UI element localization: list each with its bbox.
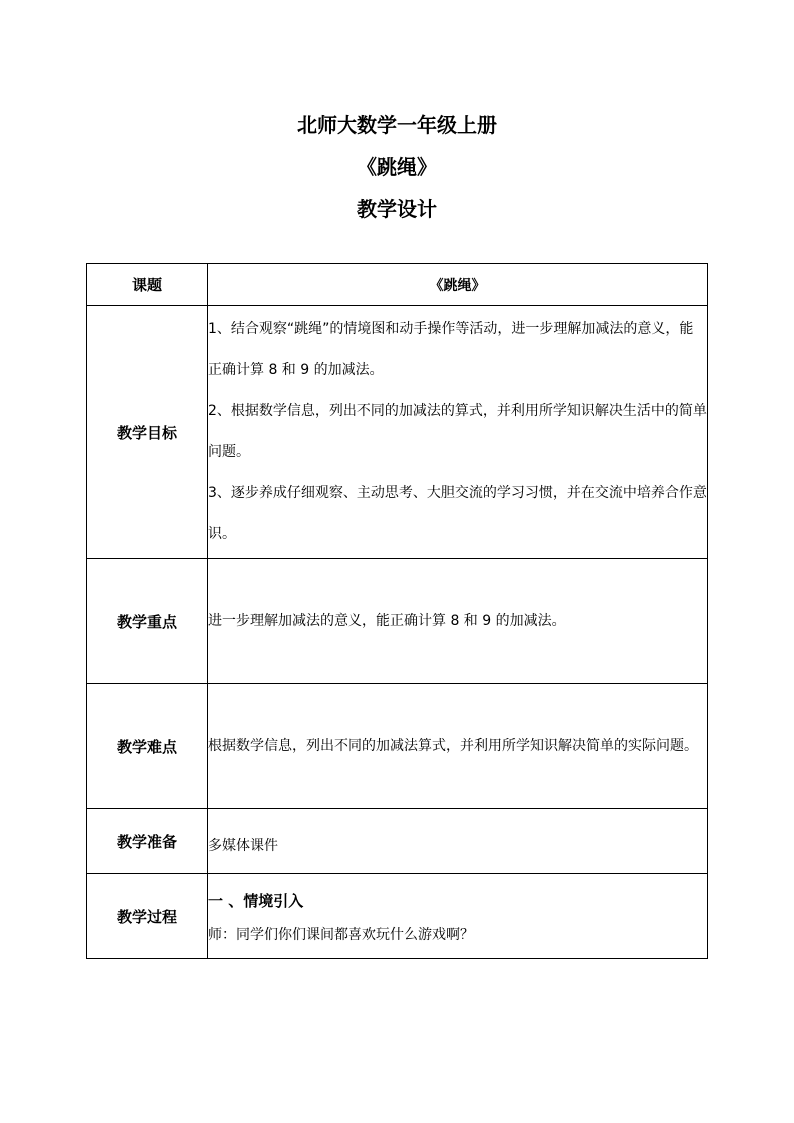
table-row-key-points [87,559,708,684]
key-points-value: 进一步理解加减法的意义，能正确计算 8 和 9 的加减法。 [208,559,708,684]
difficulty-value: 根据数学信息，列出不同的加减法算式，并利用所学知识解决简单的实际问题。 [208,684,708,809]
topic-value: 《跳绳》 [208,264,708,306]
preparation-cell [208,809,708,874]
table-row-goals [87,306,708,559]
topic-label: 课题 [87,264,208,306]
table-row-difficulty [87,684,708,809]
document-title-type: 教学设计 [357,197,437,221]
process-cell [208,874,708,959]
goals-cell [208,306,708,559]
document-title-textbook: 北师大数学一年级上册 [297,113,497,137]
key-points-label: 教学重点 [87,559,208,684]
table-row-preparation [87,809,708,874]
table-row-process [87,874,708,959]
lesson-plan-table [86,263,708,959]
preparation-label: 教学准备 [87,809,208,874]
process-label: 教学过程 [87,874,208,959]
document-title-lesson: 《跳绳》 [357,155,437,179]
process-line: 师：同学们你们课间都喜欢玩什么游戏啊？ [208,927,474,943]
goal-item-2: 2、根据数学信息，列出不同的加减法的算式，并利用所学知识解决生活中的简单问题。 [208,403,707,460]
table-row-topic [87,264,708,306]
goal-item-1: 1、结合观察“跳绳”的情境图和动手操作等活动，进一步理解加减法的意义，能正确计算 8 和 9 的加减法。 [208,321,694,378]
process-heading: 一 、情境引入 [208,892,304,910]
difficulty-label: 教学难点 [87,684,208,809]
goal-item-3: 3、逐步养成仔细观察、主动思考、大胆交流的学习习惯，并在交流中培养合作意识。 [208,485,707,542]
document-title-block [0,104,794,230]
goals-label: 教学目标 [87,306,208,559]
preparation-value: 多媒体课件 [208,838,278,854]
